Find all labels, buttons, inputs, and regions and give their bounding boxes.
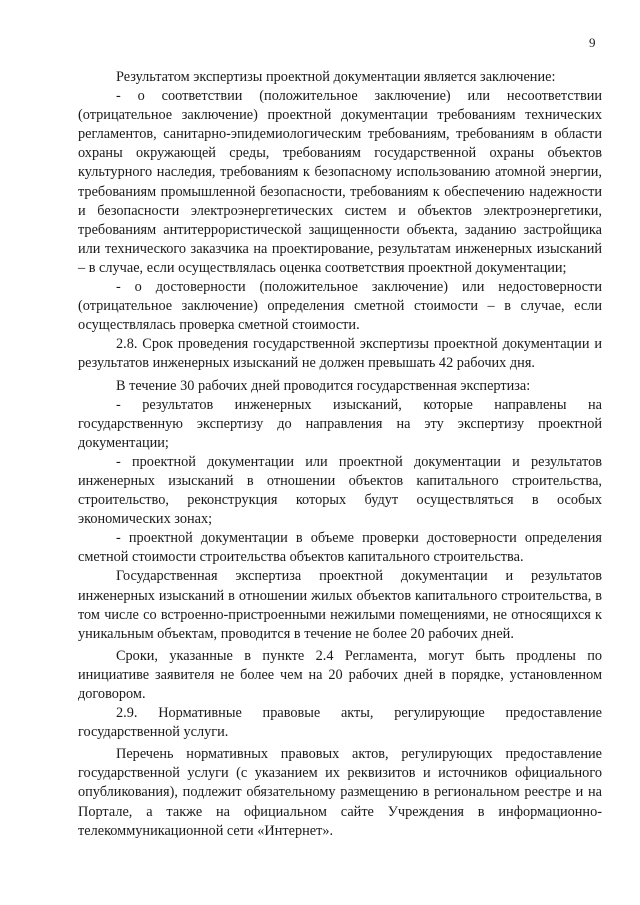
paragraph: - результатов инженерных изысканий, которые направлены на государственную экспертизу до направления на эту экспертизу проектной документации; bbox=[78, 396, 602, 451]
document-body bbox=[78, 68, 602, 841]
paragraph: Сроки, указанные в пункте 2.4 Регламента, могут быть продлены по инициативе заявителя не более чем на 20 рабочих дней в порядке, установленном договором. bbox=[78, 647, 602, 702]
paragraph: Результатом экспертизы проектной документации является заключение: bbox=[116, 69, 556, 85]
paragraph: В течение 30 рабочих дней проводится государственная экспертиза: bbox=[116, 377, 531, 394]
paragraph: - о соответствии (положительное заключение) или несоответствии (отрицательное заключение) проектной документации требованиям технических регламентов, санитарно-эпидемиологическим требованиям, требованиям в области охраны окружающей среды, требованиям государственной охраны объектов культурного наследия, требованиям к безопасному использованию атомной энергии, требованиям промышленной безопасности, требованиям к обеспечению надежности и безопасности электроэнергетических систем и объектов электроэнергетики, требованиям антитеррористической защищенности объекта, заданию застройщика или технического заказчика на проектирование, результатам инженерных изысканий – в случае, если осуществлялась оценка соответствия проектной документации; bbox=[78, 88, 602, 276]
paragraph: Перечень нормативных правовых актов, регулирующих предоставление государственной услуги (с указанием их реквизитов и источников официального опубликования), подлежит обязательному размещению в региональном реестре и на Портале, а также на официальном сайте Учреждения в информационно-телекоммуникационной сети «Интернет». bbox=[78, 746, 602, 839]
paragraph: - проектной документации в объеме проверки достоверности определения сметной стоимости строительства объектов капитального строительства. bbox=[78, 530, 602, 566]
section-heading-2-9: 2.9. Нормативные правовые акты, регулирующие предоставление государственной услуги. bbox=[78, 705, 602, 741]
page-number: 9 bbox=[589, 35, 596, 50]
paragraph: Государственная экспертиза проектной документации и результатов инженерных изысканий в отношении жилых объектов капитального строительства, в том числе со встроенно-пристроенными нежилыми помещениями, не относящихся к уникальным объектам, проводится в течение не более 20 рабочих дней. bbox=[78, 568, 602, 642]
paragraph: - о достоверности (положительное заключение) или недостоверности (отрицательное заключение) определения сметной стоимости – в случае, если осуществлялась проверка сметной стоимости. bbox=[78, 279, 602, 334]
section-heading-2-8: 2.8. Срок проведения государственной экспертизы проектной документации и результатов инженерных изысканий не должен превышать 42 рабочих дня. bbox=[78, 336, 602, 372]
paragraph: - проектной документации или проектной документации и результатов инженерных изысканий в отношении объектов капитального строительства, строительство, реконструкция которых будут осуществляться в особых экономических зонах; bbox=[78, 453, 602, 528]
